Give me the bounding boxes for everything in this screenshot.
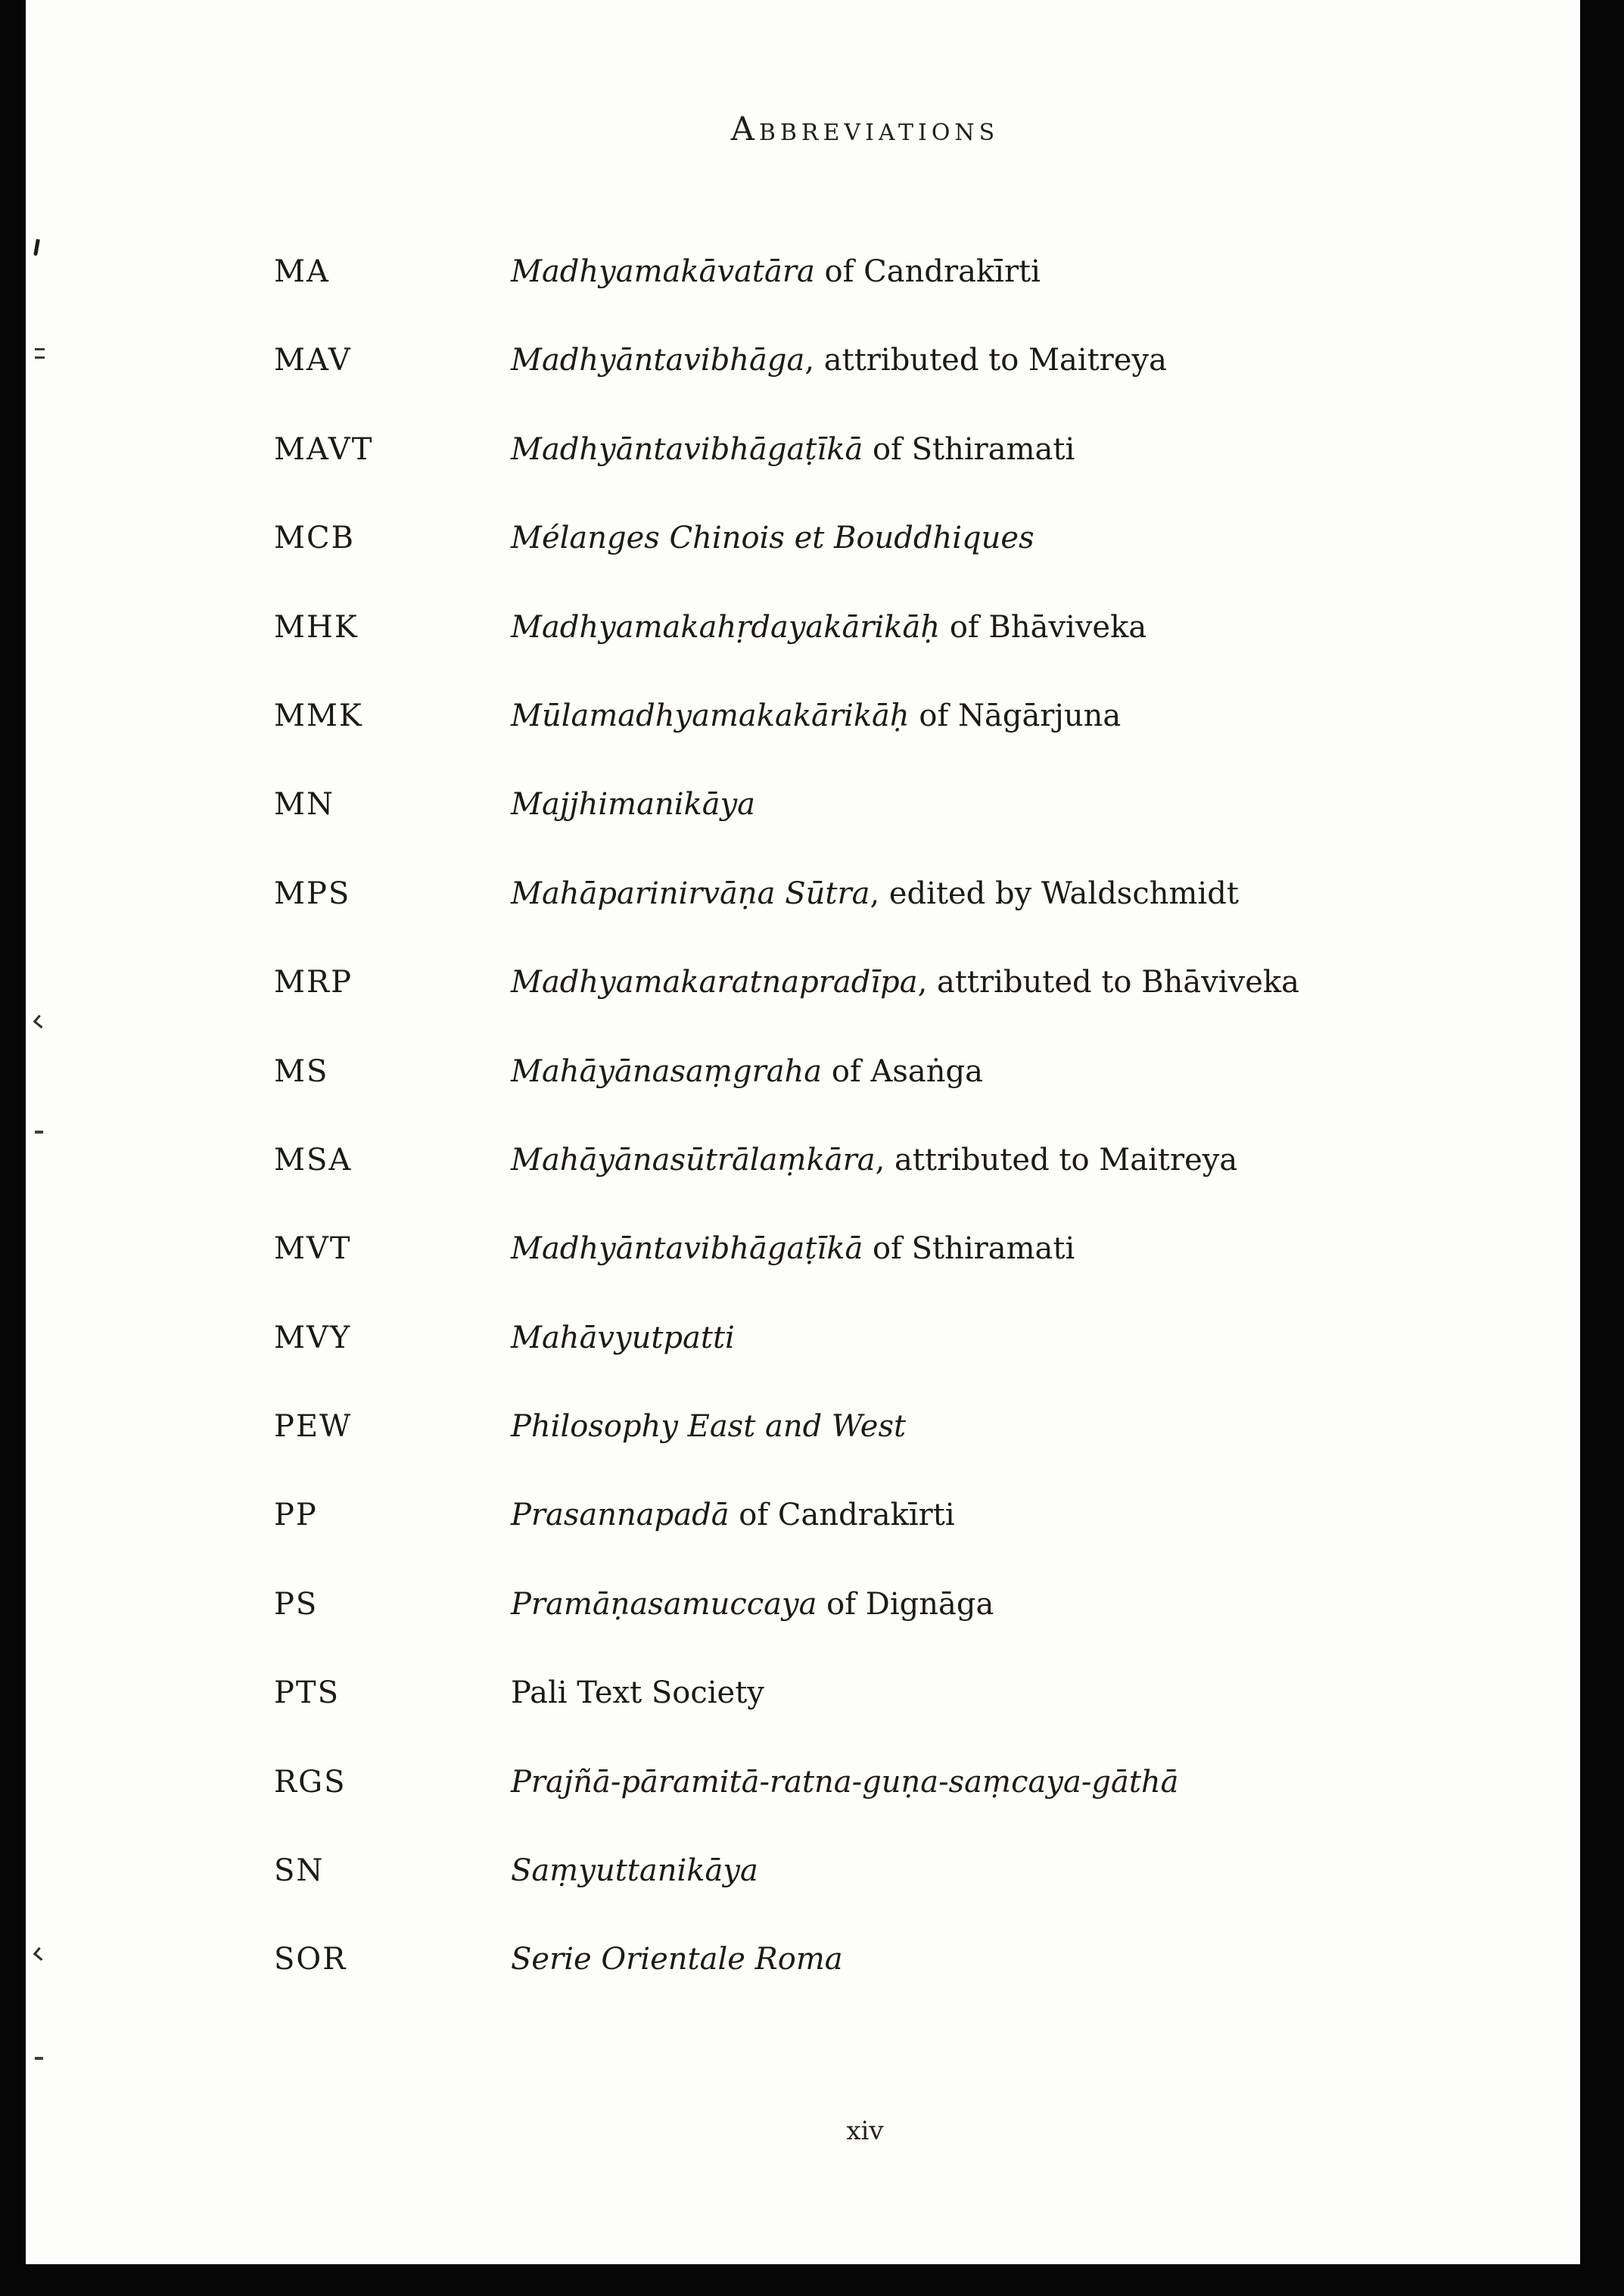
margin-scan-artifact [35,1131,43,1134]
abbreviation-row [274,698,1500,787]
abbreviation-list [274,254,1500,2031]
abbreviation-code: RGS [274,1764,347,1800]
work-title: Mahāvyutpatti [511,1320,735,1355]
work-title: Mahāyānasaṃgraha [511,1053,823,1089]
abbreviation-code: MS [274,1053,329,1089]
abbreviation-row [274,432,1500,521]
abbreviation-code: MSA [274,1142,353,1178]
abbreviation-code: PS [274,1586,319,1622]
margin-scan-artifact [35,2057,43,2060]
abbreviation-definition [511,254,1041,289]
abbreviation-row [274,610,1500,698]
definition-note: of Candrakīrti [814,254,1041,289]
page-number: xiv [846,2116,884,2146]
abbreviation-definition [511,1587,994,1622]
abbreviation-code: MA [274,254,330,289]
work-title: Pramāṇasamuccaya [511,1586,817,1622]
abbreviation-row [274,1231,1500,1320]
abbreviation-code: MPS [274,876,351,911]
margin-scan-artifact [33,1015,47,1028]
abbreviation-definition [511,1054,983,1089]
abbreviation-code: MMK [274,698,363,733]
work-title: Majjhimanikāya [511,787,756,823]
abbreviation-code: MVT [274,1231,352,1267]
abbreviation-definition [511,521,1034,555]
work-title: Madhyamakahṛdayakārikāḥ [511,609,941,645]
work-title: Madhyāntavibhāgaṭīkā [511,1231,863,1267]
work-title: Serie Orientale Roma [511,1942,843,1977]
definition-note: of Sthiramati [863,1231,1075,1267]
abbreviation-row [274,521,1500,609]
margin-scan-artifact [33,239,40,257]
abbreviation-row [274,1942,1500,2030]
abbreviation-row [274,343,1500,431]
work-title: Mūlamadhyamakakārikāḥ [511,698,910,733]
abbreviation-row [274,254,1500,343]
abbreviation-code: MHK [274,609,359,645]
work-title: Prajñā-pāramitā-ratna-guṇa-saṃcaya-gāthā [511,1764,1179,1800]
abbreviation-code: PEW [274,1409,353,1445]
margin-scan-artifact [35,348,45,359]
abbreviation-row [274,1498,1500,1586]
work-title: Prasannapadā [511,1498,730,1533]
definition-note: of Candrakīrti [729,1498,955,1533]
abbreviation-row [274,1765,1500,1853]
abbreviation-code: MN [274,787,334,823]
definition-note: , attributed to Maitreya [804,343,1167,378]
work-title: Madhyāntavibhāgaṭīkā [511,431,863,467]
definition-note: of Dignāga [817,1586,994,1622]
definition-note: of Bhāviveka [940,609,1147,645]
abbreviation-row [274,876,1500,965]
definition-note: of Nāgārjuna [909,698,1122,733]
abbreviation-row [274,1853,1500,1942]
abbreviation-definition [511,1498,955,1532]
abbreviation-row [274,1321,1500,1409]
work-title: Madhyamakāvatāra [511,254,815,289]
abbreviation-row [274,1143,1500,1231]
work-title: Mahāparinirvāṇa Sūtra [511,876,870,911]
abbreviation-code: MAV [274,343,352,378]
scan-edge-bottom [0,2264,1624,2296]
abbreviation-code: MAVT [274,431,374,467]
margin-scan-artifact [33,1947,47,1961]
work-title: Mélanges Chinois et Bouddhiques [511,521,1034,556]
work-title: Saṃyuttanikāya [511,1853,758,1889]
abbreviation-code: SN [274,1853,325,1889]
definition-note: of Asaṅga [822,1053,983,1089]
abbreviation-row [274,1675,1500,1764]
abbreviation-definition [511,965,1299,1000]
abbreviation-definition [511,610,1146,645]
definition-note: , edited by Waldschmidt [870,876,1239,911]
abbreviation-row [274,1587,1500,1675]
scan-edge-left [0,0,26,2296]
work-title: Mahāyānasūtrālaṃkāra [511,1142,876,1178]
abbreviation-row [274,787,1500,876]
abbreviation-definition [511,1231,1075,1266]
definition-note: Pali Text Society [511,1675,764,1711]
abbreviation-definition [511,876,1239,911]
abbreviation-definition [511,1942,843,1977]
abbreviation-code: SOR [274,1942,347,1977]
abbreviation-definition [511,432,1075,467]
work-title: Madhyāntavibhāga [511,343,805,378]
abbreviation-code: PTS [274,1675,340,1711]
work-title: Philosophy East and West [511,1409,907,1445]
abbreviation-code: MRP [274,965,353,1000]
abbreviation-definition [511,1853,758,1888]
abbreviation-row [274,1409,1500,1498]
abbreviation-definition [511,787,755,822]
definition-note: of Sthiramati [863,431,1075,467]
abbreviation-definition [511,1143,1237,1178]
work-title: Madhyamakaratnapradīpa [511,965,918,1000]
abbreviation-code: PP [274,1498,318,1533]
definition-note: , attributed to Maitreya [875,1142,1238,1178]
abbreviation-code: MCB [274,521,355,556]
definition-note: , attributed to Bhāviveka [917,965,1299,1000]
abbreviation-definition [511,343,1167,378]
abbreviation-definition [511,1765,1179,1800]
abbreviation-code: MVY [274,1320,352,1355]
scan-edge-right [1580,0,1624,2296]
abbreviation-row [274,965,1500,1053]
abbreviation-definition [511,1675,764,1710]
abbreviation-definition [511,1409,906,1444]
abbreviation-definition [511,698,1121,733]
abbreviation-definition [511,1321,735,1355]
page-title: Abbreviations [730,110,1000,148]
abbreviation-row [274,1054,1500,1143]
